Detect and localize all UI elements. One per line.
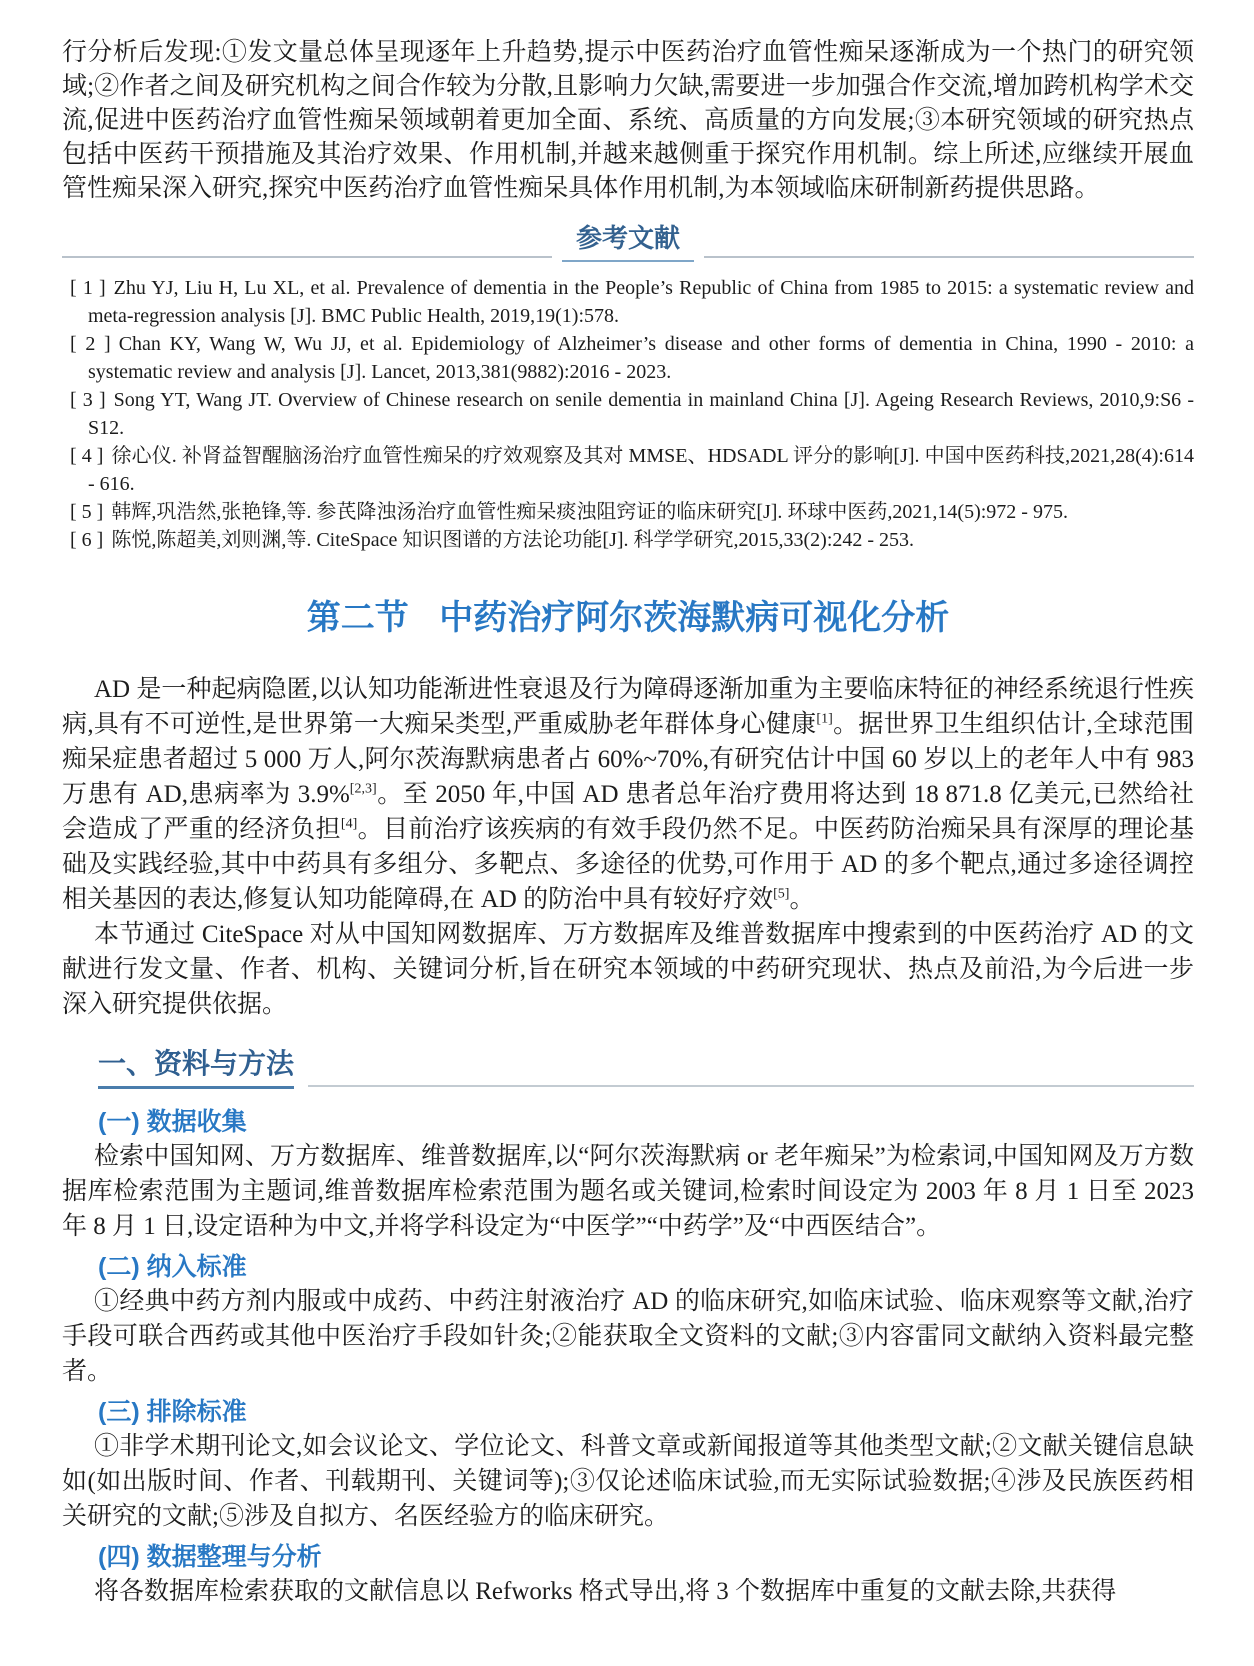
subsection-title-inclusion-criteria: (二) 纳入标准 [98,1253,247,1281]
subsection-title-data-processing: (四) 数据整理与分析 [98,1543,322,1571]
citation-ref-2-3: [2,3] [349,781,377,797]
reference-marker: [ 1 ] [70,277,106,299]
divider-line-right [704,256,1194,258]
reference-item-1 [62,274,1194,330]
reference-text: Chan KY, Wang W, Wu JJ, et al. Epidemiology of Alzheimer’s disease and other forms of dementia in China, 1990 - 2010: a systematic review and analysis [J]. Lancet, 2013,381(9882):2016 - 2023. [88,333,1194,383]
reference-text: Song YT, Wang JT. Overview of Chinese research on senile dementia in mainland China [J]. Ageing Research Reviews, 2010,9:S6 - S12. [88,389,1194,439]
paragraph-segment: 。至 2050 年,中国 AD 患者总年治疗费用将达到 18 871.8 亿美元,已然给社会造成了严重的经济负担 [62,781,1194,843]
subsection-title-exclusion-criteria: (三) 排除标准 [98,1398,247,1426]
reference-item-3 [62,386,1194,442]
methods-heading-rule [308,1085,1194,1087]
methods-heading: 一、资料与方法 [98,1050,294,1089]
reference-marker: [ 5 ] [70,501,104,523]
references-title: 参考文献 [562,218,694,262]
divider-line-left [62,256,552,258]
reference-marker: [ 4 ] [70,445,104,467]
paragraph-ad-overview [62,672,1194,917]
paragraph-segment: 。据世界卫生组织估计,全球范围痴呆症患者超过 5 000 万人,阿尔茨海默病患者占 60%~70%,有研究估计中国 60 岁以上的老年人中有 983 万患有 AD,患病率为 3.9% [62,711,1194,808]
paragraph-segment: 。 [789,886,815,913]
reference-marker: [ 3 ] [70,389,106,411]
reference-text: 徐心仪. 补肾益智醒脑汤治疗血管性痴呆的疗效观察及其对 MMSE、HDSADL 评分的影响[J]. 中国中医药科技,2021,28(4):614 - 616. [88,445,1194,495]
reference-marker: [ 6 ] [70,529,104,551]
methods-heading-row [98,1050,1194,1089]
references-list [62,274,1194,554]
reference-item-4 [62,442,1194,498]
paragraph-research-purpose: 本节通过 CiteSpace 对从中国知网数据库、万方数据库及维普数据库中搜索到的中医药治疗 AD 的文献进行发文量、作者、机构、关键词分析,旨在研究本领域的中药研究现状、热点及前沿,为今后进一步深入研究提供依据。 [62,921,1194,1018]
reference-item-6 [62,526,1194,554]
reference-item-2 [62,330,1194,386]
subsection-title-data-collection: (一) 数据收集 [98,1108,247,1136]
citation-ref-5: [5] [773,886,790,902]
references-header [62,218,1194,262]
paragraph-segment: 。目前治疗该疾病的有效手段仍然不足。中医药防治痴呆具有深厚的理论基础及实践经验,其中中药具有多组分、多靶点、多途径的优势,可作用于 AD 的多个靶点,通过多途径调控相关基因的表达,修复认知功能障碍,在 AD 的防治中具有较好疗效 [62,816,1194,913]
reference-text: 陈悦,陈超美,刘则渊,等. CiteSpace 知识图谱的方法论功能[J]. 科学学研究,2015,33(2):242 - 253. [111,529,915,551]
section-heading [62,594,1194,642]
subsection-body-inclusion-criteria: ①经典中药方剂内服或中成药、中药注射液治疗 AD 的临床研究,如临床试验、临床观察等文献,治疗手段可联合西药或其他中医治疗手段如针灸;②能获取全文资料的文献;③内容雷同文献纳入资料最完整者。 [62,1288,1194,1385]
citation-ref-4: [4] [340,816,358,832]
subsection-body-data-processing: 将各数据库检索获取的文献信息以 Refworks 格式导出,将 3 个数据库中重复的文献去除,共获得 [94,1578,1117,1605]
reference-text: Zhu YJ, Liu H, Lu XL, et al. Prevalence of dementia in the People’s Republic of China from 1985 to 2015: a systematic review and meta-regression analysis [J]. BMC Public Health, 2019,19(1):578. [88,277,1194,327]
subsection-body-exclusion-criteria: ①非学术期刊论文,如会议论文、学位论文、科普文章或新闻报道等其他类型文献;②文献关键信息缺如(如出版时间、作者、刊载期刊、关键词等);③仅论述临床试验,而无实际试验数据;④涉及民族医药相关研究的文献;⑤涉及自拟方、名医经验方的临床研究。 [62,1433,1194,1530]
section-number: 第二节 [306,599,409,637]
subsection-body-data-collection: 检索中国知网、万方数据库、维普数据库,以“阿尔茨海默病 or 老年痴呆”为检索词,中国知网及万方数据库检索范围为主题词,维普数据库检索范围为题名或关键词,检索时间设定为 2003 年 8 月 1 日至 2023 年 8 月 1 日,设定语种为中文,并将学科设定为“中医学”“中药学”及“中西医结合”。 [62,1143,1194,1240]
reference-marker: [ 2 ] [70,333,111,355]
reference-item-5 [62,498,1194,526]
citation-ref-1: [1] [816,711,833,727]
intro-paragraph: 行分析后发现:①发文量总体呈现逐年上升趋势,提示中医药治疗血管性痴呆逐渐成为一个热门的研究领域;②作者之间及研究机构之间合作较为分散,且影响力欠缺,需要进一步加强合作交流,增加跨机构学术交流,促进中医药治疗血管性痴呆领域朝着更加全面、系统、高质量的方向发展;③本研究领域的研究热点包括中医药干预措施及其治疗效果、作用机制,并越来越侧重于探究作用机制。综上所述,应继续开展血管性痴呆深入研究,探究中医药治疗血管性痴呆具体作用机制,为本领域临床研制新药提供思路。 [62,39,1194,202]
paragraph-segment: AD 是一种起病隐匿,以认知功能渐进性衰退及行为障碍逐渐加重为主要临床特征的神经系统退行性疾病,具有不可逆性,是世界第一大痴呆类型,严重威胁老年群体身心健康 [62,676,1194,738]
reference-text: 韩辉,巩浩然,张艳锋,等. 参芪降浊汤治疗血管性痴呆痰浊阻窍证的临床研究[J]. 环球中医药,2021,14(5):972 - 975. [111,501,1068,523]
section-title-text: 中药治疗阿尔茨海默病可视化分析 [439,599,950,637]
